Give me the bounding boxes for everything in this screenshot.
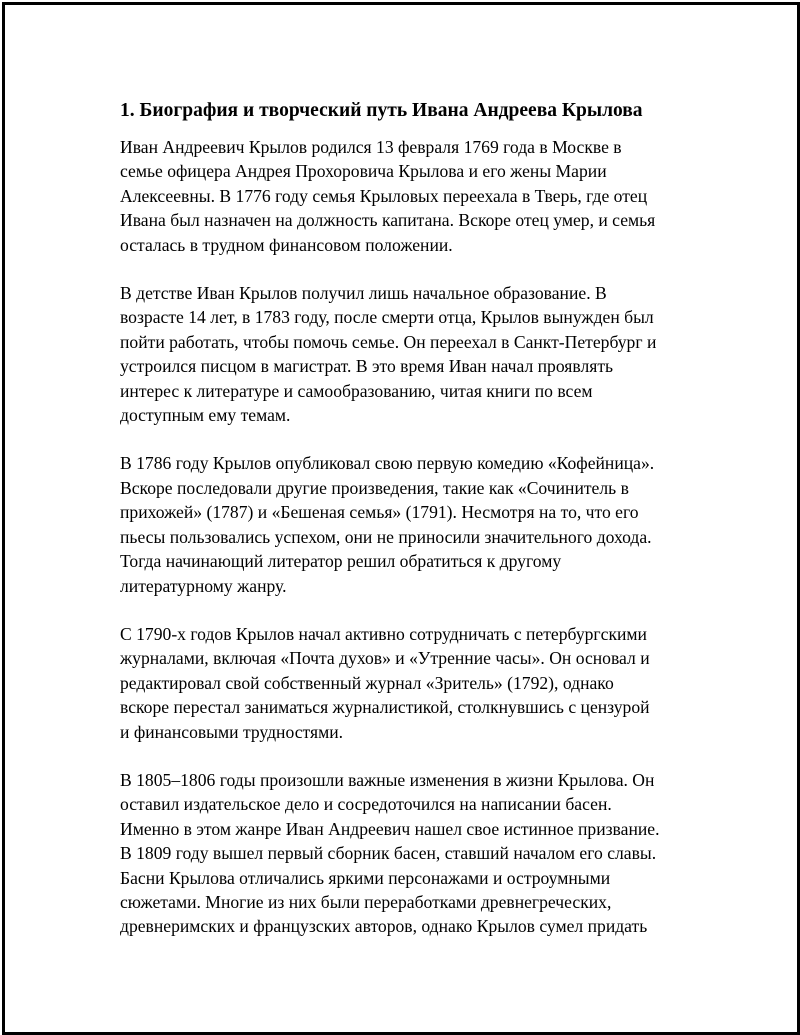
text-line: устроился писцом в магистрат. В это время Иван начал проявлять (120, 356, 614, 377)
paragraph-fables (120, 768, 692, 939)
paragraph-birth (120, 135, 692, 257)
text-line: В 1805–1806 годы произошли важные изменения в жизни Крылова. Он (120, 769, 655, 790)
text-line: прихожей» (1787) и «Бешеная семья» (1791). Несмотря на то, что его (120, 502, 639, 523)
text-line: оставил издательское дело и сосредоточился на написании басен. (120, 794, 612, 815)
text-line: Тогда начинающий литератор решил обратиться к другому (120, 551, 562, 572)
text-line: Вскоре последовали другие произведения, такие как «Сочинитель в (120, 477, 629, 498)
page-frame (2, 2, 800, 1035)
text-line: Басни Крылова отличались яркими персонажами и остроумными (120, 867, 611, 888)
text-line: возрасте 14 лет, в 1783 году, после смерти отца, Крылов вынужден был (120, 307, 654, 328)
text-line: сюжетами. Многие из них были переработками древнегреческих, (120, 891, 612, 912)
text-line: древнеримских и французских авторов, однако Крылов сумел придать (120, 916, 648, 937)
paragraph-journals (120, 622, 692, 744)
text-line: В 1809 году вышел первый сборник басен, ставший началом его славы. (120, 843, 657, 864)
text-line: В детстве Иван Крылов получил лишь начальное образование. В (120, 283, 607, 304)
text-line: Именно в этом жанре Иван Андреевич нашел свое истинное призвание. (120, 818, 660, 839)
section-heading: 1. Биография и творческий путь Ивана Андреева Крылова (120, 100, 643, 121)
paragraph-comedies (120, 451, 692, 597)
text-line: В 1786 году Крылов опубликовал свою первую комедию «Кофейница». (120, 453, 655, 474)
text-line: осталась в трудном финансовом положении. (120, 234, 453, 255)
text-line: вскоре перестал заниматься журналистикой, столкнувшись с цензурой (120, 697, 650, 718)
paragraph-childhood (120, 281, 692, 427)
text-line: пьесы пользовались успехом, они не приносили значительного дохода. (120, 526, 652, 547)
text-line: Алексеевны. В 1776 году семья Крыловых переехала в Тверь, где отец (120, 185, 648, 206)
document-body (120, 97, 692, 963)
text-line: литературному жанру. (120, 575, 287, 596)
text-line: редактировал свой собственный журнал «Зритель» (1792), однако (120, 672, 614, 693)
text-line: Ивана был назначен на должность капитана. Вскоре отец умер, и семья (120, 210, 656, 231)
text-line: и финансовыми трудностями. (120, 721, 344, 742)
text-line: доступным ему темам. (120, 405, 291, 426)
text-line: семье офицера Андрея Прохоровича Крылова и его жены Марии (120, 161, 607, 182)
text-line: журналами, включая «Почта духов» и «Утренние часы». Он основал и (120, 648, 650, 669)
text-line: Иван Андреевич Крылов родился 13 февраля 1769 года в Москве в (120, 137, 622, 157)
text-line: интерес к литературе и самообразованию, читая книги по всем (120, 380, 593, 401)
text-line: пойти работать, чтобы помочь семье. Он переехал в Санкт-Петербург и (120, 331, 657, 352)
text-line: С 1790-х годов Крылов начал активно сотрудничать с петербургскими (120, 623, 647, 644)
